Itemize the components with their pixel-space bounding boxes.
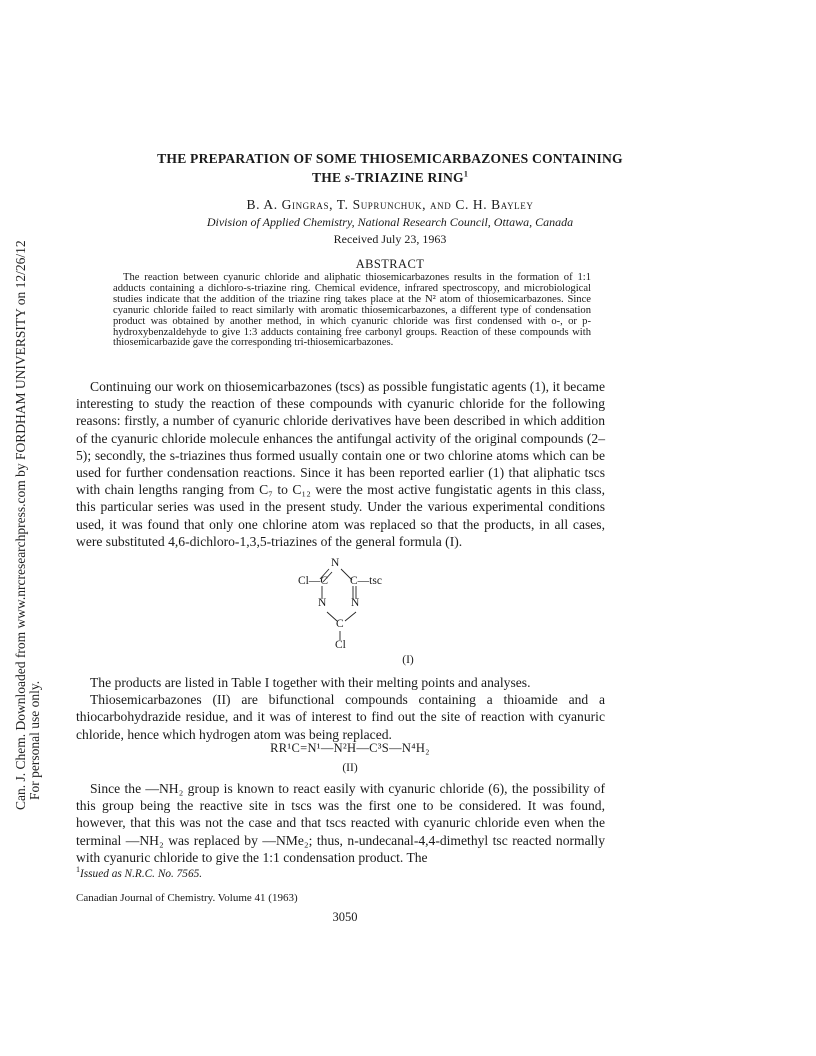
paragraph-3-text: Since the —NH₂ group is known to react easily with cyanuric chloride (6), the possibility of this group being the reactive site in tscs was the first one to be considered. It was found, however, that this was not the case and that tscs reacted with cyanuric chloride even when the terminal —NH₂ was replaced by —NMe₂; thus, n-undecanal-4,4-dimethyl tsc reacted normally with cyanuric chloride to give the 1:1 condensation product. The: [76, 781, 605, 865]
footnote-text: Issued as N.R.C. No. 7565.: [80, 868, 203, 880]
title-line-2: THE s-TRIAZINE RING$^1$: [311, 169, 469, 185]
body-paragraph-1: [76, 378, 605, 550]
abstract-text: The reaction between cyanuric chloride and aliphatic thiosemicarbazones results in the formation of 1:1 adducts containing a dichloro-s-triazine ring. Chemical evidence, infrared spectroscopy, and microbiological studies indicate that the addition of the triazine ring takes place at the N² atom of thiosemicarbazones. Since cyanuric chloride failed to react similarly with aromatic thiosemicarbazones, a different type of condensation product was obtained by another method, in which cyanuric chloride was first condensed with o-, or p-hydroxybenzaldehyde to give 1:3 adducts containing free carbonyl groups. Reaction of these compounds with thiosemicarbazide gave the corresponding tri-thiosemicarbazones.: [113, 272, 591, 349]
triazine-structure-formula: [286, 555, 396, 670]
triazine-ring-bonds: [286, 555, 396, 670]
article-title: [60, 149, 720, 187]
abstract-heading: ABSTRACT: [355, 257, 425, 271]
page-number: 3050: [332, 910, 358, 924]
affiliation: Division of Applied Chemistry, National Research Council, Ottawa, Canada: [206, 215, 574, 229]
ring-n-left: N: [318, 597, 327, 609]
title-footnote-mark: 1: [463, 169, 469, 179]
footnote: [76, 865, 203, 880]
body-paragraph-2: [76, 674, 605, 743]
journal-reference: Canadian Journal of Chemistry. Volume 41 (1963): [76, 892, 298, 904]
authors: B. A. Gingras, T. Suprunchuk, and C. H. Bayley: [246, 197, 534, 212]
paragraph-1-text: Continuing our work on thiosemicarbazones (tscs) as possible fungistatic agents (1), it became interesting to study the reaction of these compounds with cyanuric chloride for the following reasons: firstly, a number of cyanuric chloride derivatives have been described in which addition of the cyanuric chloride molecule enhances the antifungal activity of the original compounds (2–5); secondly, the s-triazines thus formed usually contain one or two chlorine atoms which can be used for further condensation reactions. Since it has been reported earlier (1) that aliphatic tscs with chain lengths ranging from C₇ to C₁₂ were the most active fungistatic agents in this class, this particular series was used in the present study. Under the various experimental conditions used, it was found that only one chlorine atom was replaced so that the products, in all cases, were substituted 4,6-dichloro-1,3,5-triazines of the general formula (I).: [76, 379, 605, 549]
download-notice-line2: For personal use only.: [27, 680, 42, 800]
body-paragraph-3: [76, 780, 605, 866]
ring-cl-c-left: Cl—C: [298, 575, 329, 587]
abstract: [113, 273, 591, 349]
ring-c-tsc-right: C—tsc: [350, 575, 382, 587]
footnote-mark: 1: [76, 865, 80, 875]
formula-ii: RR¹C=N¹—N²H—C³S—N⁴H₂: [270, 741, 430, 755]
ring-n-top: N: [331, 557, 340, 569]
download-notice: [13, 240, 42, 810]
paragraph-2a-text: The products are listed in Table I together with their melting points and analyses.: [90, 675, 531, 690]
paragraph-2b-text: Thiosemicarbazones (II) are bifunctional compounds containing a thioamide and a thiocarbohydrazide residue, and it was of interest to find out the site of reaction with cyanuric chloride, hence which hydrogen atom was being replaced.: [76, 692, 605, 742]
download-notice-line1: Can. J. Chem. Downloaded from www.nrcresearchpress.com by FORDHAM UNIVERSITY on 12/26/12: [13, 240, 28, 810]
formula-ii-label: (II): [342, 762, 358, 774]
ring-cl-bottom: Cl: [335, 639, 346, 651]
title-line-1: THE PREPARATION OF SOME THIOSEMICARBAZONES CONTAINING: [157, 151, 623, 166]
received-date: Received July 23, 1963: [333, 232, 447, 246]
formula-i-label: (I): [402, 654, 414, 666]
ring-c-bottom: C: [336, 618, 344, 630]
ring-n-right: N: [351, 597, 360, 609]
